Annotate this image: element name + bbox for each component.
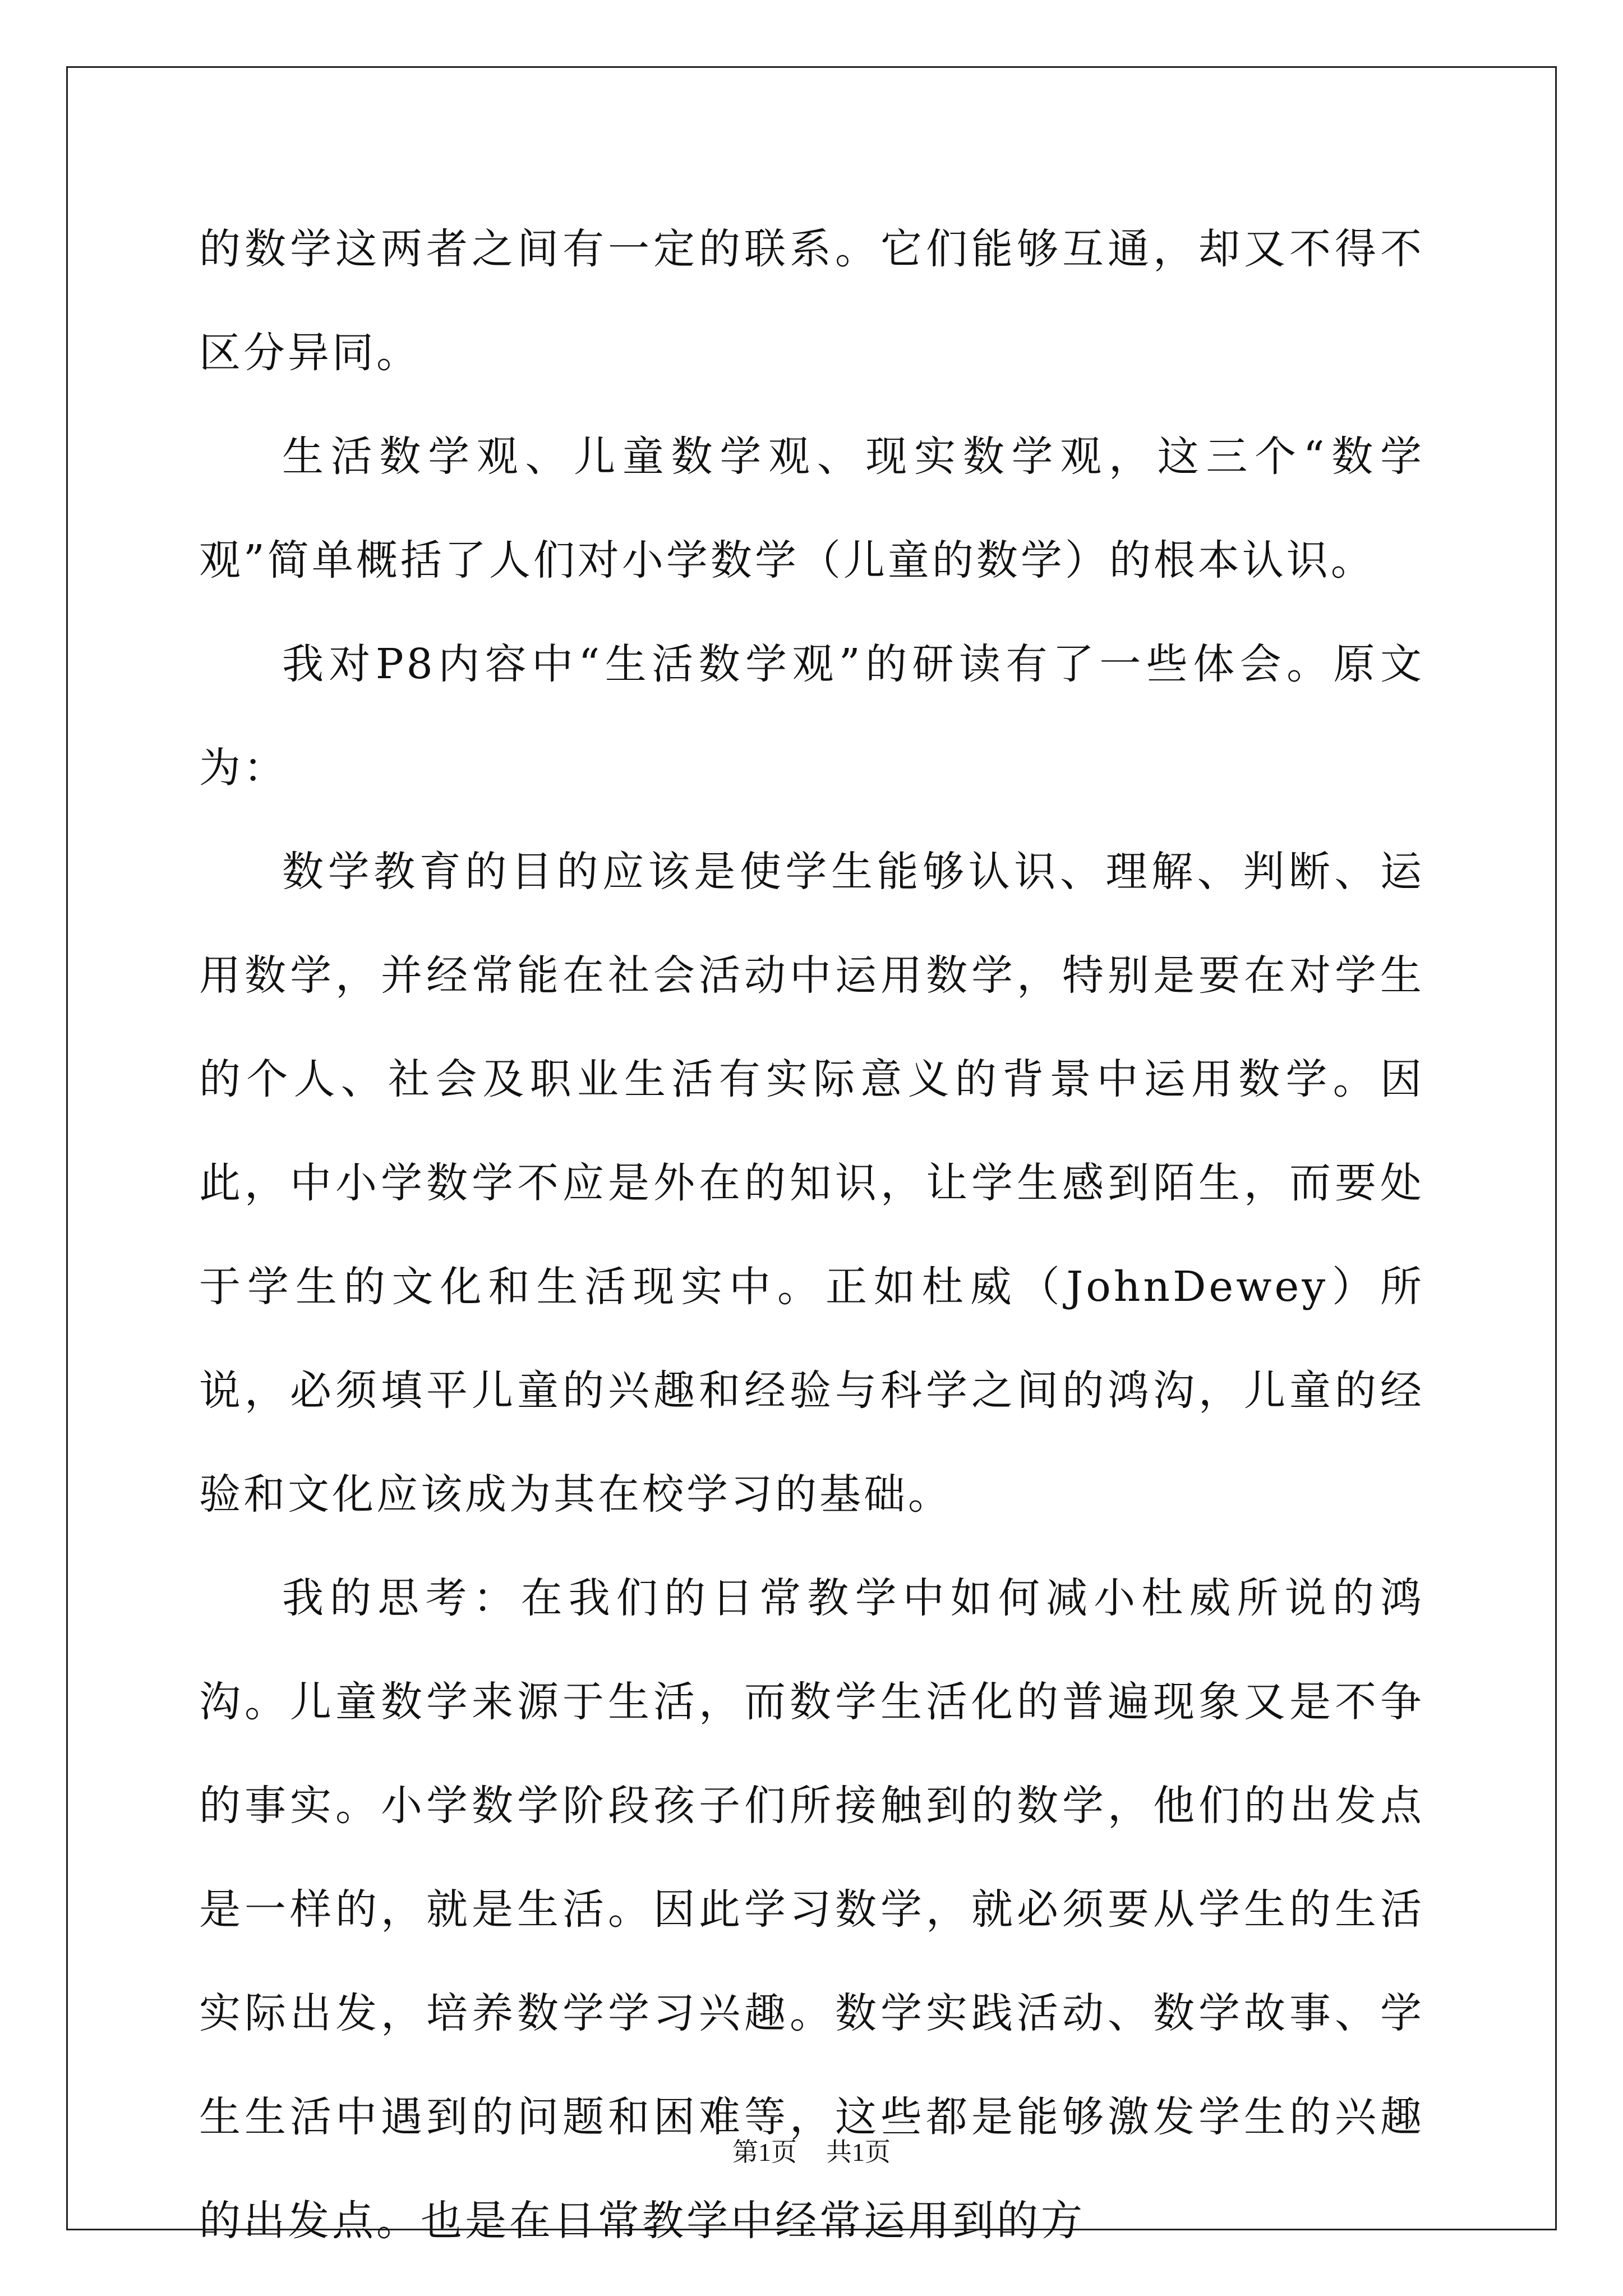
document-body — [199, 197, 1424, 2273]
paragraph-2: 生活数学观、儿童数学观、现实数学观，这三个“数学观”简单概括了人们对小学数学（儿童的数学）的根本认识。 — [199, 432, 1424, 585]
paragraph-1: 的数学这两者之间有一定的联系。它们能够互通，却又不得不区分异同。 — [199, 225, 1424, 377]
paragraph-4: 数学教育的目的应该是使学生能够认识、理解、判断、运用数学，并经常能在社会活动中运用数学，特别是要在对学生的个人、社会及职业生活有实际意义的背景中运用数学。因此，中小学数学不应是外在的知识，让学生感到陌生，而要处于学生的文化和生活现实中。正如杜威（JohnDewey）所说，必须填平儿童的兴趣和经验与科学之间的鸿沟，儿童的经验和文化应该成为其在校学习的基础。 — [199, 848, 1424, 1519]
paragraph-5: 我的思考：在我们的日常教学中如何减小杜威所说的鸿沟。儿童数学来源于生活，而数学生活化的普遍现象又是不争的事实。小学数学阶段孩子们所接触到的数学，他们的出发点是一样的，就是生活。因此学习数学，就必须要从学生的生活实际出发，培养数学学习兴趣。数学实践活动、数学故事、学生生活中遇到的问题和困难等，这些都是能够激发学生的兴趣的出发点。也是在日常教学中经常运用到的方 — [199, 1574, 1424, 2245]
page-number-current: 第1页 — [732, 2138, 797, 2166]
page-footer — [0, 2132, 1623, 2169]
paragraph-3: 我对P8内容中“生活数学观”的研读有了一些体会。原文为： — [199, 640, 1424, 792]
page-number-total: 共1页 — [826, 2138, 891, 2166]
